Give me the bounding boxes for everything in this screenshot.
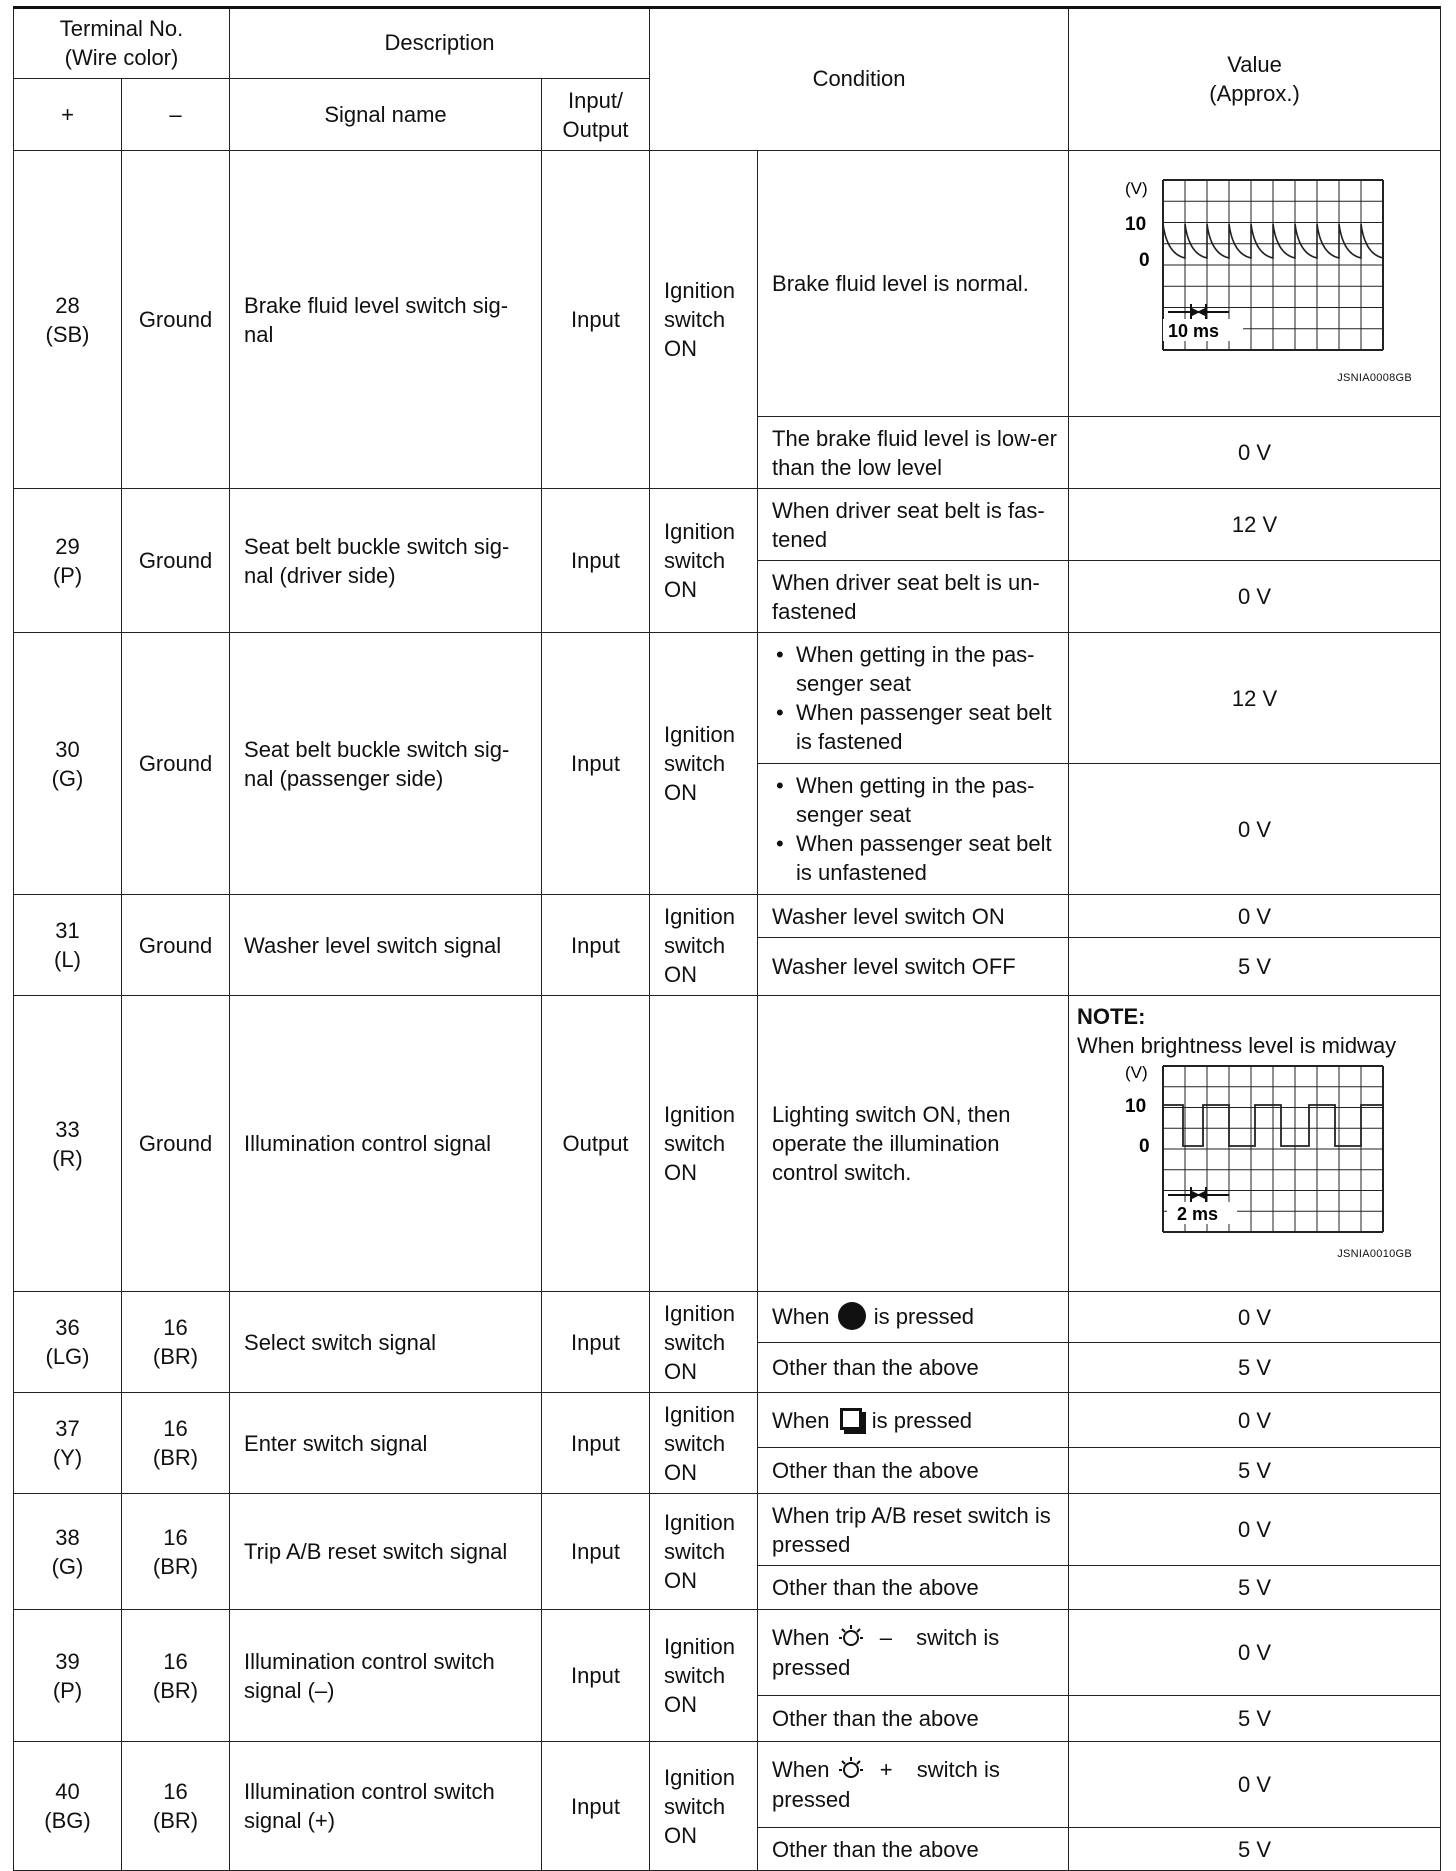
figure-code: JSNIA0010GB xyxy=(1337,1248,1413,1260)
top-rule xyxy=(13,6,1440,9)
list-item: • When getting in the pas-senger seat xyxy=(772,640,1060,698)
signal-name: Illumination control switch signal (–) xyxy=(230,1610,542,1742)
condition-text-pre: When xyxy=(772,1625,830,1651)
signal-name: Seat belt buckle switch sig-nal (driver side) xyxy=(230,489,542,633)
condition-main: Ignition switch ON xyxy=(650,151,758,489)
io-type: Input xyxy=(542,1610,650,1742)
value: 0 V xyxy=(1069,1610,1441,1696)
terminal-cell xyxy=(14,1292,122,1393)
condition-main: Ignition switch ON xyxy=(650,633,758,895)
io-type: Input xyxy=(542,1742,650,1871)
condition-sub xyxy=(758,1742,1069,1828)
condition-bullet-list xyxy=(772,771,1060,887)
negative-wire-color: (BR) xyxy=(152,1808,199,1833)
filled-circle-icon xyxy=(838,1302,866,1330)
value: 5 V xyxy=(1069,938,1441,996)
header-terminal-label: Terminal No. xyxy=(59,15,184,41)
negative-wire-color: (BR) xyxy=(152,1445,199,1470)
header-input-output xyxy=(542,79,650,151)
negative-terminal: Ground xyxy=(122,996,230,1292)
terminal-number: 40 xyxy=(55,1779,80,1804)
list-item: • When passenger seat belt is unfastened xyxy=(772,829,1060,887)
table-row xyxy=(14,1742,1441,1828)
io-type: Input xyxy=(542,1292,650,1393)
condition-text-pre: When xyxy=(772,1303,830,1329)
table-row xyxy=(14,1494,1441,1566)
io-type: Input xyxy=(542,633,650,895)
value: 5 V xyxy=(1069,1448,1441,1494)
wire-color: (Y) xyxy=(52,1445,83,1470)
signal-name: Brake fluid level switch sig-nal xyxy=(230,151,542,489)
condition-main: Ignition switch ON xyxy=(650,895,758,996)
terminal-number: 31 xyxy=(55,918,80,943)
negative-terminal-number: 16 xyxy=(163,1779,188,1804)
negative-terminal xyxy=(122,1610,230,1742)
signal-name: Illumination control signal xyxy=(230,996,542,1292)
condition-sub: Other than the above xyxy=(758,1448,1069,1494)
condition-text-pre: When xyxy=(772,1407,830,1433)
value: 0 V xyxy=(1069,895,1441,938)
io-type: Output xyxy=(542,996,650,1292)
table-row xyxy=(14,633,1441,764)
table-row xyxy=(14,895,1441,938)
value: 0 V xyxy=(1069,417,1441,489)
negative-terminal-number: 16 xyxy=(163,1416,188,1441)
terminal-cell xyxy=(14,1610,122,1742)
illumination-minus-icon xyxy=(838,1624,872,1650)
condition-sub: Other than the above xyxy=(758,1343,1069,1393)
condition-main: Ignition switch ON xyxy=(650,1742,758,1871)
condition-sub xyxy=(758,633,1069,764)
header-minus: – xyxy=(122,79,230,151)
condition-text-pre: When xyxy=(772,1757,830,1783)
condition-sub xyxy=(758,1610,1069,1696)
terminal-cell xyxy=(14,633,122,895)
value: 5 V xyxy=(1069,1696,1441,1742)
negative-wire-color: (BR) xyxy=(152,1677,199,1703)
terminal-value-table xyxy=(13,6,1441,1871)
value-waveform-cell xyxy=(1069,996,1441,1292)
value: 12 V xyxy=(1069,633,1441,764)
io-type: Input xyxy=(542,895,650,996)
waveform-sawtooth-10ms xyxy=(1105,174,1405,364)
negative-terminal-number: 16 xyxy=(163,1648,188,1674)
header-plus: + xyxy=(14,79,122,151)
note-text: When brightness level is midway xyxy=(1077,1033,1397,1058)
terminal-number: 29 xyxy=(55,533,80,559)
wire-color: (R) xyxy=(52,1145,83,1171)
condition-sub: Lighting switch ON, then operate the illumination control switch. xyxy=(758,996,1069,1292)
condition-sub: Washer level switch OFF xyxy=(758,938,1069,996)
condition-sub: When trip A/B reset switch is pressed xyxy=(758,1494,1069,1566)
condition-text-post: is pressed xyxy=(873,1303,975,1329)
negative-terminal xyxy=(122,1742,230,1871)
terminal-cell xyxy=(14,489,122,633)
wave-trace xyxy=(1163,224,1383,258)
value: 0 V xyxy=(1069,1292,1441,1343)
wire-color: (LG) xyxy=(45,1344,90,1369)
wave-unit-label: (V) xyxy=(1124,1063,1148,1082)
table-row xyxy=(14,996,1441,1292)
condition-sub: Other than the above xyxy=(758,1828,1069,1871)
io-type: Input xyxy=(542,1494,650,1610)
header-io-line2: Output xyxy=(562,116,629,142)
icon-sign: – xyxy=(879,1625,893,1651)
value: 0 V xyxy=(1069,1742,1441,1828)
header-condition: Condition xyxy=(650,7,1069,151)
header-description: Description xyxy=(230,7,650,79)
table-row xyxy=(14,1610,1441,1696)
condition-sub: Brake fluid level is normal. xyxy=(758,151,1069,417)
icon-sign: + xyxy=(879,1757,893,1783)
terminal-cell xyxy=(14,895,122,996)
negative-terminal: Ground xyxy=(122,895,230,996)
value: 0 V xyxy=(1069,1494,1441,1566)
header-approx-label: (Approx.) xyxy=(1209,80,1300,106)
header-wire-color-label: (Wire color) xyxy=(64,44,179,70)
condition-main: Ignition switch ON xyxy=(650,996,758,1292)
wave-10-label: 10 xyxy=(1124,214,1146,235)
condition-main: Ignition switch ON xyxy=(650,1610,758,1742)
condition-bullet-list xyxy=(772,640,1060,756)
condition-sub xyxy=(758,1292,1069,1343)
negative-terminal: Ground xyxy=(122,151,230,489)
terminal-cell xyxy=(14,1393,122,1494)
condition-sub xyxy=(758,764,1069,895)
condition-sub xyxy=(758,1393,1069,1448)
signal-name: Seat belt buckle switch sig-nal (passenger side) xyxy=(230,633,542,895)
terminal-number: 33 xyxy=(55,1116,80,1142)
condition-text-post: switch is pressed xyxy=(772,1757,1000,1812)
terminal-cell xyxy=(14,1742,122,1871)
list-item: • When passenger seat belt is fastened xyxy=(772,698,1060,756)
terminal-cell xyxy=(14,1494,122,1610)
condition-sub: Other than the above xyxy=(758,1696,1069,1742)
wire-color: (L) xyxy=(54,947,81,972)
terminal-number: 28 xyxy=(55,292,80,318)
negative-terminal: Ground xyxy=(122,489,230,633)
table-row xyxy=(14,1292,1441,1343)
signal-name: Washer level switch signal xyxy=(230,895,542,996)
wave-0-label: 0 xyxy=(1138,1136,1150,1157)
header-value-label: Value xyxy=(1227,51,1282,77)
value-waveform-cell xyxy=(1069,151,1441,417)
condition-sub: The brake fluid level is low-er than the low level xyxy=(758,417,1069,489)
condition-text-post: switch is pressed xyxy=(772,1625,1000,1680)
io-type: Input xyxy=(542,489,650,633)
table-row xyxy=(14,1393,1441,1448)
value: 0 V xyxy=(1069,1393,1441,1448)
signal-name: Enter switch signal xyxy=(230,1393,542,1494)
condition-text-post: is pressed xyxy=(871,1407,973,1433)
negative-terminal-number: 16 xyxy=(163,1315,188,1340)
wave-scale-label: 10 ms xyxy=(1167,321,1219,341)
negative-terminal xyxy=(122,1494,230,1610)
value: 5 V xyxy=(1069,1343,1441,1393)
value: 0 V xyxy=(1069,561,1441,633)
header-io-line1: Input/ xyxy=(568,87,624,113)
wire-color: (BG) xyxy=(44,1808,91,1833)
terminal-number: 30 xyxy=(55,736,80,762)
condition-main: Ignition switch ON xyxy=(650,1393,758,1494)
wave-scale-label: 2 ms xyxy=(1176,1204,1218,1224)
negative-wire-color: (BR) xyxy=(152,1344,199,1369)
terminal-number: 36 xyxy=(55,1315,80,1340)
waveform-square-2ms xyxy=(1105,1060,1405,1240)
condition-sub: Other than the above xyxy=(758,1566,1069,1610)
negative-terminal: Ground xyxy=(122,633,230,895)
negative-terminal xyxy=(122,1393,230,1494)
wire-color: (G) xyxy=(51,1553,84,1579)
value: 5 V xyxy=(1069,1566,1441,1610)
condition-sub: Washer level switch ON xyxy=(758,895,1069,938)
figure-code: JSNIA0008GB xyxy=(1337,372,1413,384)
header-row-1 xyxy=(14,7,1441,79)
header-terminal xyxy=(14,7,230,79)
table-row xyxy=(14,489,1441,561)
wave-10-label: 10 xyxy=(1124,1096,1146,1117)
condition-sub: When driver seat belt is un-fastened xyxy=(758,561,1069,633)
condition-main: Ignition switch ON xyxy=(650,1292,758,1393)
header-value xyxy=(1069,7,1441,151)
negative-terminal-number: 16 xyxy=(163,1524,188,1550)
table-row xyxy=(14,151,1441,417)
wire-color: (P) xyxy=(52,1677,83,1703)
negative-wire-color: (BR) xyxy=(152,1553,199,1579)
wave-0-label: 0 xyxy=(1138,250,1150,271)
signal-name: Illumination control switch signal (+) xyxy=(230,1742,542,1871)
value: 0 V xyxy=(1069,764,1441,895)
wire-color: (SB) xyxy=(45,321,90,347)
square-icon xyxy=(840,1408,862,1430)
terminal-cell xyxy=(14,151,122,489)
terminal-cell xyxy=(14,996,122,1292)
illumination-plus-icon xyxy=(838,1756,872,1782)
terminal-number: 39 xyxy=(55,1648,80,1674)
io-type: Input xyxy=(542,1393,650,1494)
terminal-number: 37 xyxy=(55,1416,80,1441)
note-title: NOTE: xyxy=(1077,1004,1146,1029)
negative-terminal xyxy=(122,1292,230,1393)
condition-main: Ignition switch ON xyxy=(650,489,758,633)
wave-unit-label: (V) xyxy=(1124,179,1148,198)
signal-name: Trip A/B reset switch signal xyxy=(230,1494,542,1610)
terminal-number: 38 xyxy=(55,1524,80,1550)
value: 5 V xyxy=(1069,1828,1441,1871)
signal-name: Select switch signal xyxy=(230,1292,542,1393)
wire-color: (G) xyxy=(51,765,84,791)
wire-color: (P) xyxy=(52,562,83,588)
condition-main: Ignition switch ON xyxy=(650,1494,758,1610)
io-type: Input xyxy=(542,151,650,489)
header-signal-name: Signal name xyxy=(230,79,542,151)
list-item: • When getting in the pas-senger seat xyxy=(772,771,1060,829)
condition-sub: When driver seat belt is fas-tened xyxy=(758,489,1069,561)
value: 12 V xyxy=(1069,489,1441,561)
terminal-table-sheet xyxy=(13,6,1440,1871)
